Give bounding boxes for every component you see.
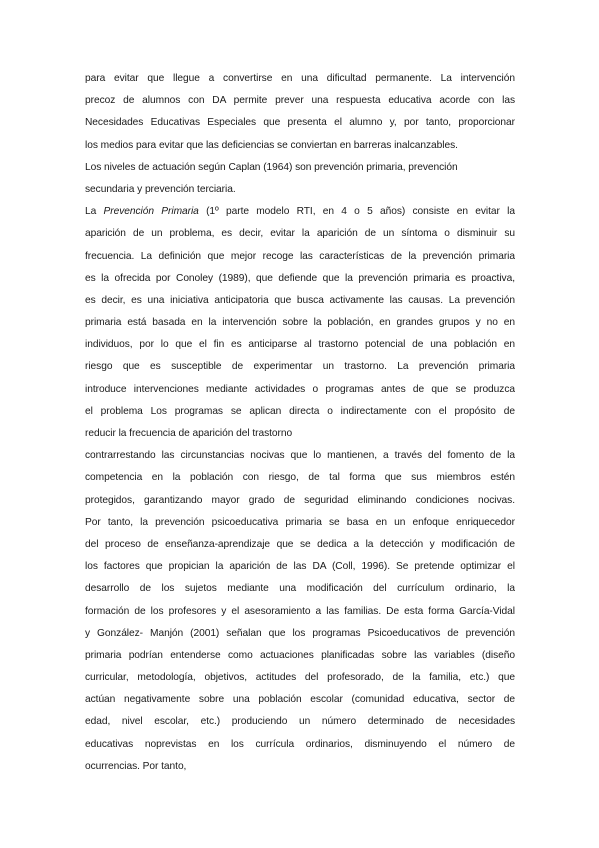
text-line: riesgo que es susceptible de experimentar un trastorno. La prevención primaria: [85, 361, 515, 373]
text-line: contrarrestando las circunstancias nocivas que lo mantienen, a través del fomento de la: [85, 450, 515, 462]
text-line: precoz de alumnos con DA permite prever una respuesta educativa acorde con las: [85, 95, 515, 107]
text-line: primaria está basada en la intervención sobre la población, en grandes grupos y no en: [85, 317, 515, 329]
text-line: primaria podrían entenderse como actuaciones planificadas sobre las variables (diseño: [85, 649, 515, 661]
text-line: curricular, metodología, objetivos, actitudes del profesorado, de la familia, etc.) que: [85, 672, 515, 684]
text-line: actúan negativamente sobre una población escolar (comunidad educativa, sector de: [85, 694, 515, 706]
text-line: los medios para evitar que las deficiencias se conviertan en barreras inalcanzables.: [85, 139, 458, 151]
text-line: Los niveles de actuación según Caplan (1964) son prevención primaria, prevención: [85, 161, 458, 173]
text-line: protegidos, garantizando mayor grado de seguridad eliminando condiciones nocivas.: [85, 494, 515, 506]
text-line: educativas noprevistas en los currícula ordinarios, disminuyendo el número de: [85, 738, 515, 750]
text-line: del proceso de enseñanza-aprendizaje que se dedica a la detección y modificación de: [85, 538, 515, 550]
text-line: formación de los profesores y el asesoramiento a las familias. De esta forma García-Vidal: [85, 605, 515, 617]
text-line: competencia en la población con riesgo, de tal forma que sus miembros estén: [85, 472, 515, 484]
italic-term: Prevención Primaria: [103, 206, 199, 218]
text-line: los factores que propician la aparición de las DA (Coll, 1996). Se pretende optimizar el: [85, 561, 515, 573]
text-line: es la ofrecida por Conoley (1989), que defiende que la prevención primaria es proactiva,: [85, 272, 515, 284]
text-line: Por tanto, la prevención psicoeducativa primaria se basa en un enfoque enriquecedor: [85, 516, 515, 528]
text-line: ocurrencias. Por tanto,: [85, 760, 187, 772]
text-line: es decir, es una iniciativa anticipatoria que busca activamente las causas. La prevención: [85, 294, 515, 306]
text-line: [85, 201, 515, 223]
text-line: individuos, por lo que el fin es anticiparse al trastorno potencial de una población en: [85, 339, 515, 351]
text-line: secundaria y prevención terciaria.: [85, 183, 236, 195]
text-line: frecuencia. La definición que mejor recoge las características de la prevención primaria: [85, 250, 515, 262]
text-run: (1º parte modelo RTI, en 4 o 5 años) consiste en evitar la: [198, 206, 515, 218]
text-line: edad, nivel escolar, etc.) produciendo un número determinado de necesidades: [85, 716, 515, 728]
text-line: el problema Los programas se aplican directa o indirectamente con el propósito de: [85, 405, 515, 417]
document-body: [85, 68, 515, 778]
text-line: desarrollo de los sujetos mediante una modificación del currículum ordinario, la: [85, 583, 515, 595]
text-line: Necesidades Educativas Especiales que presenta el alumno y, por tanto, proporcionar: [85, 117, 515, 129]
text-line: introduce intervenciones mediante actividades o programas antes de que se produzca: [85, 383, 515, 395]
text-line: aparición de un problema, es decir, evitar la aparición de un síntoma o disminuir su: [85, 228, 515, 240]
text-line: y González- Manjón (2001) señalan que los programas Psicoeducativos de prevención: [85, 627, 515, 639]
text-line: reducir la frecuencia de aparición del trastorno: [85, 428, 293, 439]
text-line: para evitar que llegue a convertirse en una dificultad permanente. La intervención: [85, 73, 515, 84]
text-run: La: [85, 206, 104, 218]
